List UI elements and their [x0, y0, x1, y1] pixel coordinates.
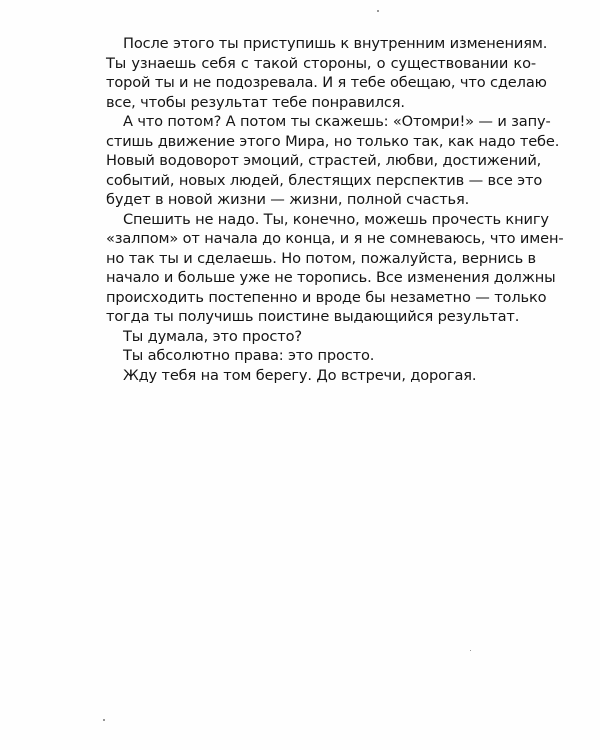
text-line: торой ты и не подозревала. И я тебе обещаю, что сделаю: [106, 74, 547, 91]
text-line: тогда ты получишь поистине выдающийся результат.: [106, 308, 520, 325]
text-line: А что потом? А потом ты скажешь: «Отомри!» — и запу-: [123, 113, 551, 130]
body-text: [106, 34, 564, 385]
text-line: Жду тебя на том берегу. До встречи, дорогая.: [123, 366, 477, 384]
text-line: Спешить не надо. Ты, конечно, можешь прочесть книгу: [123, 210, 549, 228]
text-line: Ты абсолютно права: это просто.: [123, 347, 375, 364]
text-line: стишь движение этого Мира, но только так, как надо тебе.: [106, 132, 560, 150]
scan-speck: [470, 650, 471, 651]
scan-speck: [377, 10, 379, 12]
text-line: «залпом» от начала до конца, и я не сомневаюсь, что имен-: [106, 230, 564, 247]
text-line: все, чтобы результат тебе понравился.: [106, 93, 405, 111]
text-line: но так ты и сделаешь. Но потом, пожалуйста, вернись в: [106, 249, 536, 267]
text-line: Ты узнаешь себя с такой стороны, о существовании ко-: [106, 54, 536, 72]
text-line: будет в новой жизни — жизни, полной счастья.: [106, 191, 470, 208]
text-line: Ты думала, это просто?: [123, 327, 303, 345]
text-line: происходить постепенно и вроде бы незаметно — только: [106, 288, 547, 306]
text-line: После этого ты приступишь к внутренним изменениям.: [123, 35, 548, 52]
text-line: Новый водоворот эмоций, страстей, любви, достижений,: [106, 152, 542, 169]
text-line: событий, новых людей, блестящих перспектив — все это: [106, 171, 543, 189]
text-line: начало и больше уже не торопись. Все изменения должны: [106, 269, 556, 286]
scan-speck: [103, 719, 105, 721]
